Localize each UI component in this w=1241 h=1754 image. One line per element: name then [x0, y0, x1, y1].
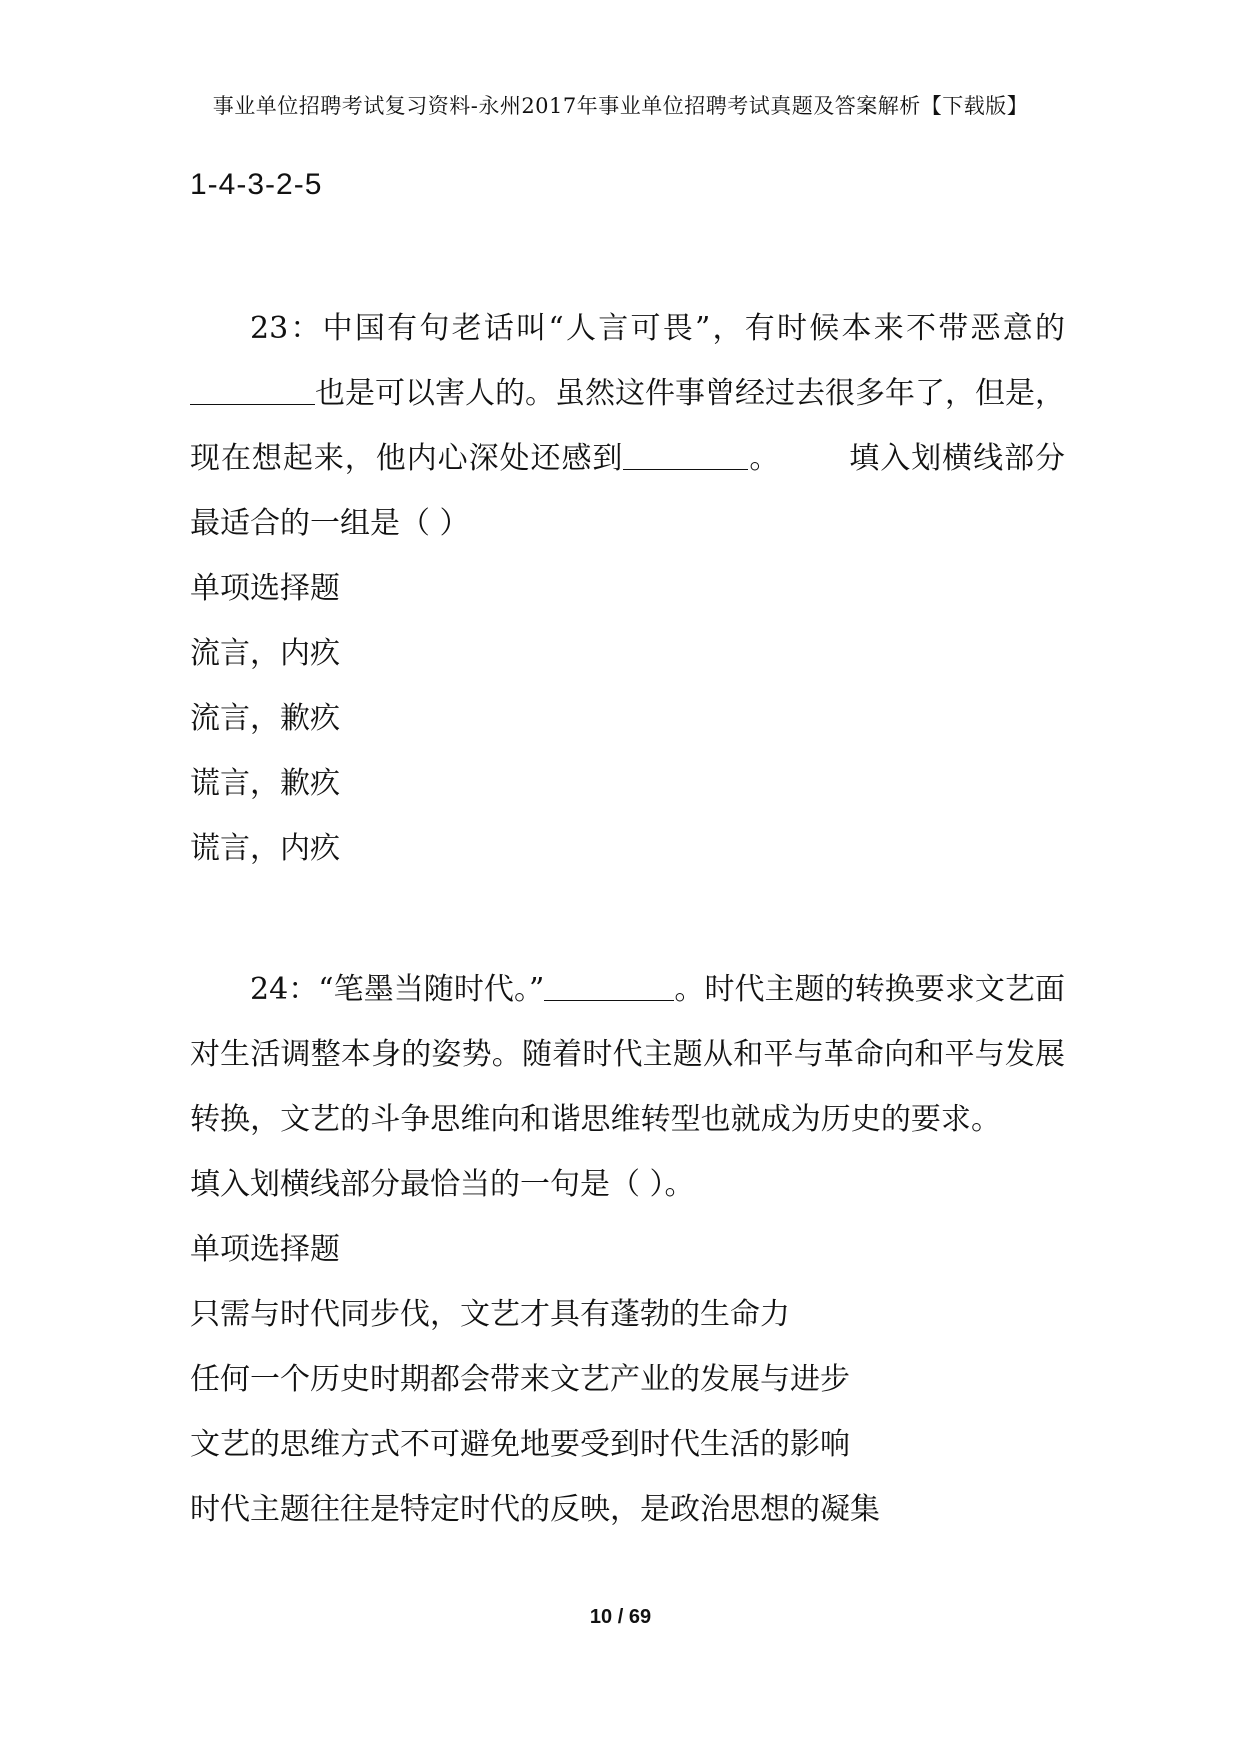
question-23-option-c[interactable]: 谎言，歉疚: [190, 766, 340, 801]
question-23-instruction: 填入划横线部分最适合的一组是（ ）: [190, 441, 1066, 541]
spacer: [190, 210, 1065, 296]
question-24-option-d[interactable]: 时代主题往往是特定时代的反映，是政治思想的凝集: [190, 1492, 880, 1527]
question-23-option-a[interactable]: 流言，内疚: [190, 636, 340, 671]
question-23-option-d[interactable]: 谎言，内疚: [190, 831, 340, 866]
question-23-stem-part-1: 23：中国有句老话叫“人言可畏”，有时候本来不带恶意的: [250, 311, 1065, 346]
question-23: [190, 296, 1065, 881]
question-23-stem-part-2: 也是可以害人的。虽然这件事曾经过去很多年了，但是，现在想起来，他内心深处还感到: [190, 376, 1065, 476]
question-24-type: 单项选择题: [190, 1232, 340, 1267]
question-23-option-b[interactable]: 流言，歉疚: [190, 701, 340, 736]
spacer: [190, 881, 1065, 957]
question-23-blank-1: [190, 374, 315, 405]
question-24: [190, 957, 1065, 1542]
question-24-stem-part-2: 。时代主题的转换要求文艺面对生活调整本身的姿势。随着时代主题从和平与革命向和平与发展转换，文艺的斗争思维向和谐思维转型也就成为历史的要求。: [190, 972, 1065, 1137]
page-number: 10 / 69: [589, 1606, 652, 1628]
question-23-stem: [190, 296, 1065, 556]
question-24-stem-part-1: 24：“笔墨当随时代。”: [250, 972, 545, 1007]
question-24-option-a[interactable]: 只需与时代同步伐，文艺才具有蓬勃的生命力: [190, 1297, 790, 1332]
question-24-option-b[interactable]: 任何一个历史时期都会带来文艺产业的发展与进步: [190, 1362, 850, 1397]
document-header: 事业单位招聘考试复习资料-永州2017年事业单位招聘考试真题及答案解析【下载版】: [212, 94, 1029, 118]
previous-answer-sequence: 1-4-3-2-5: [190, 168, 323, 201]
question-24-option-c[interactable]: 文艺的思维方式不可避免地要受到时代生活的影响: [190, 1427, 850, 1462]
question-23-type: 单项选择题: [190, 571, 340, 606]
question-23-blank-2: [623, 439, 748, 470]
question-23-stem-part-3: 。: [748, 441, 781, 476]
question-24-instruction: 填入划横线部分最恰当的一句是（ ）。: [190, 1167, 695, 1202]
question-24-stem: [190, 957, 1065, 1217]
page-content: [190, 160, 1065, 1542]
question-24-blank: [544, 970, 674, 1001]
